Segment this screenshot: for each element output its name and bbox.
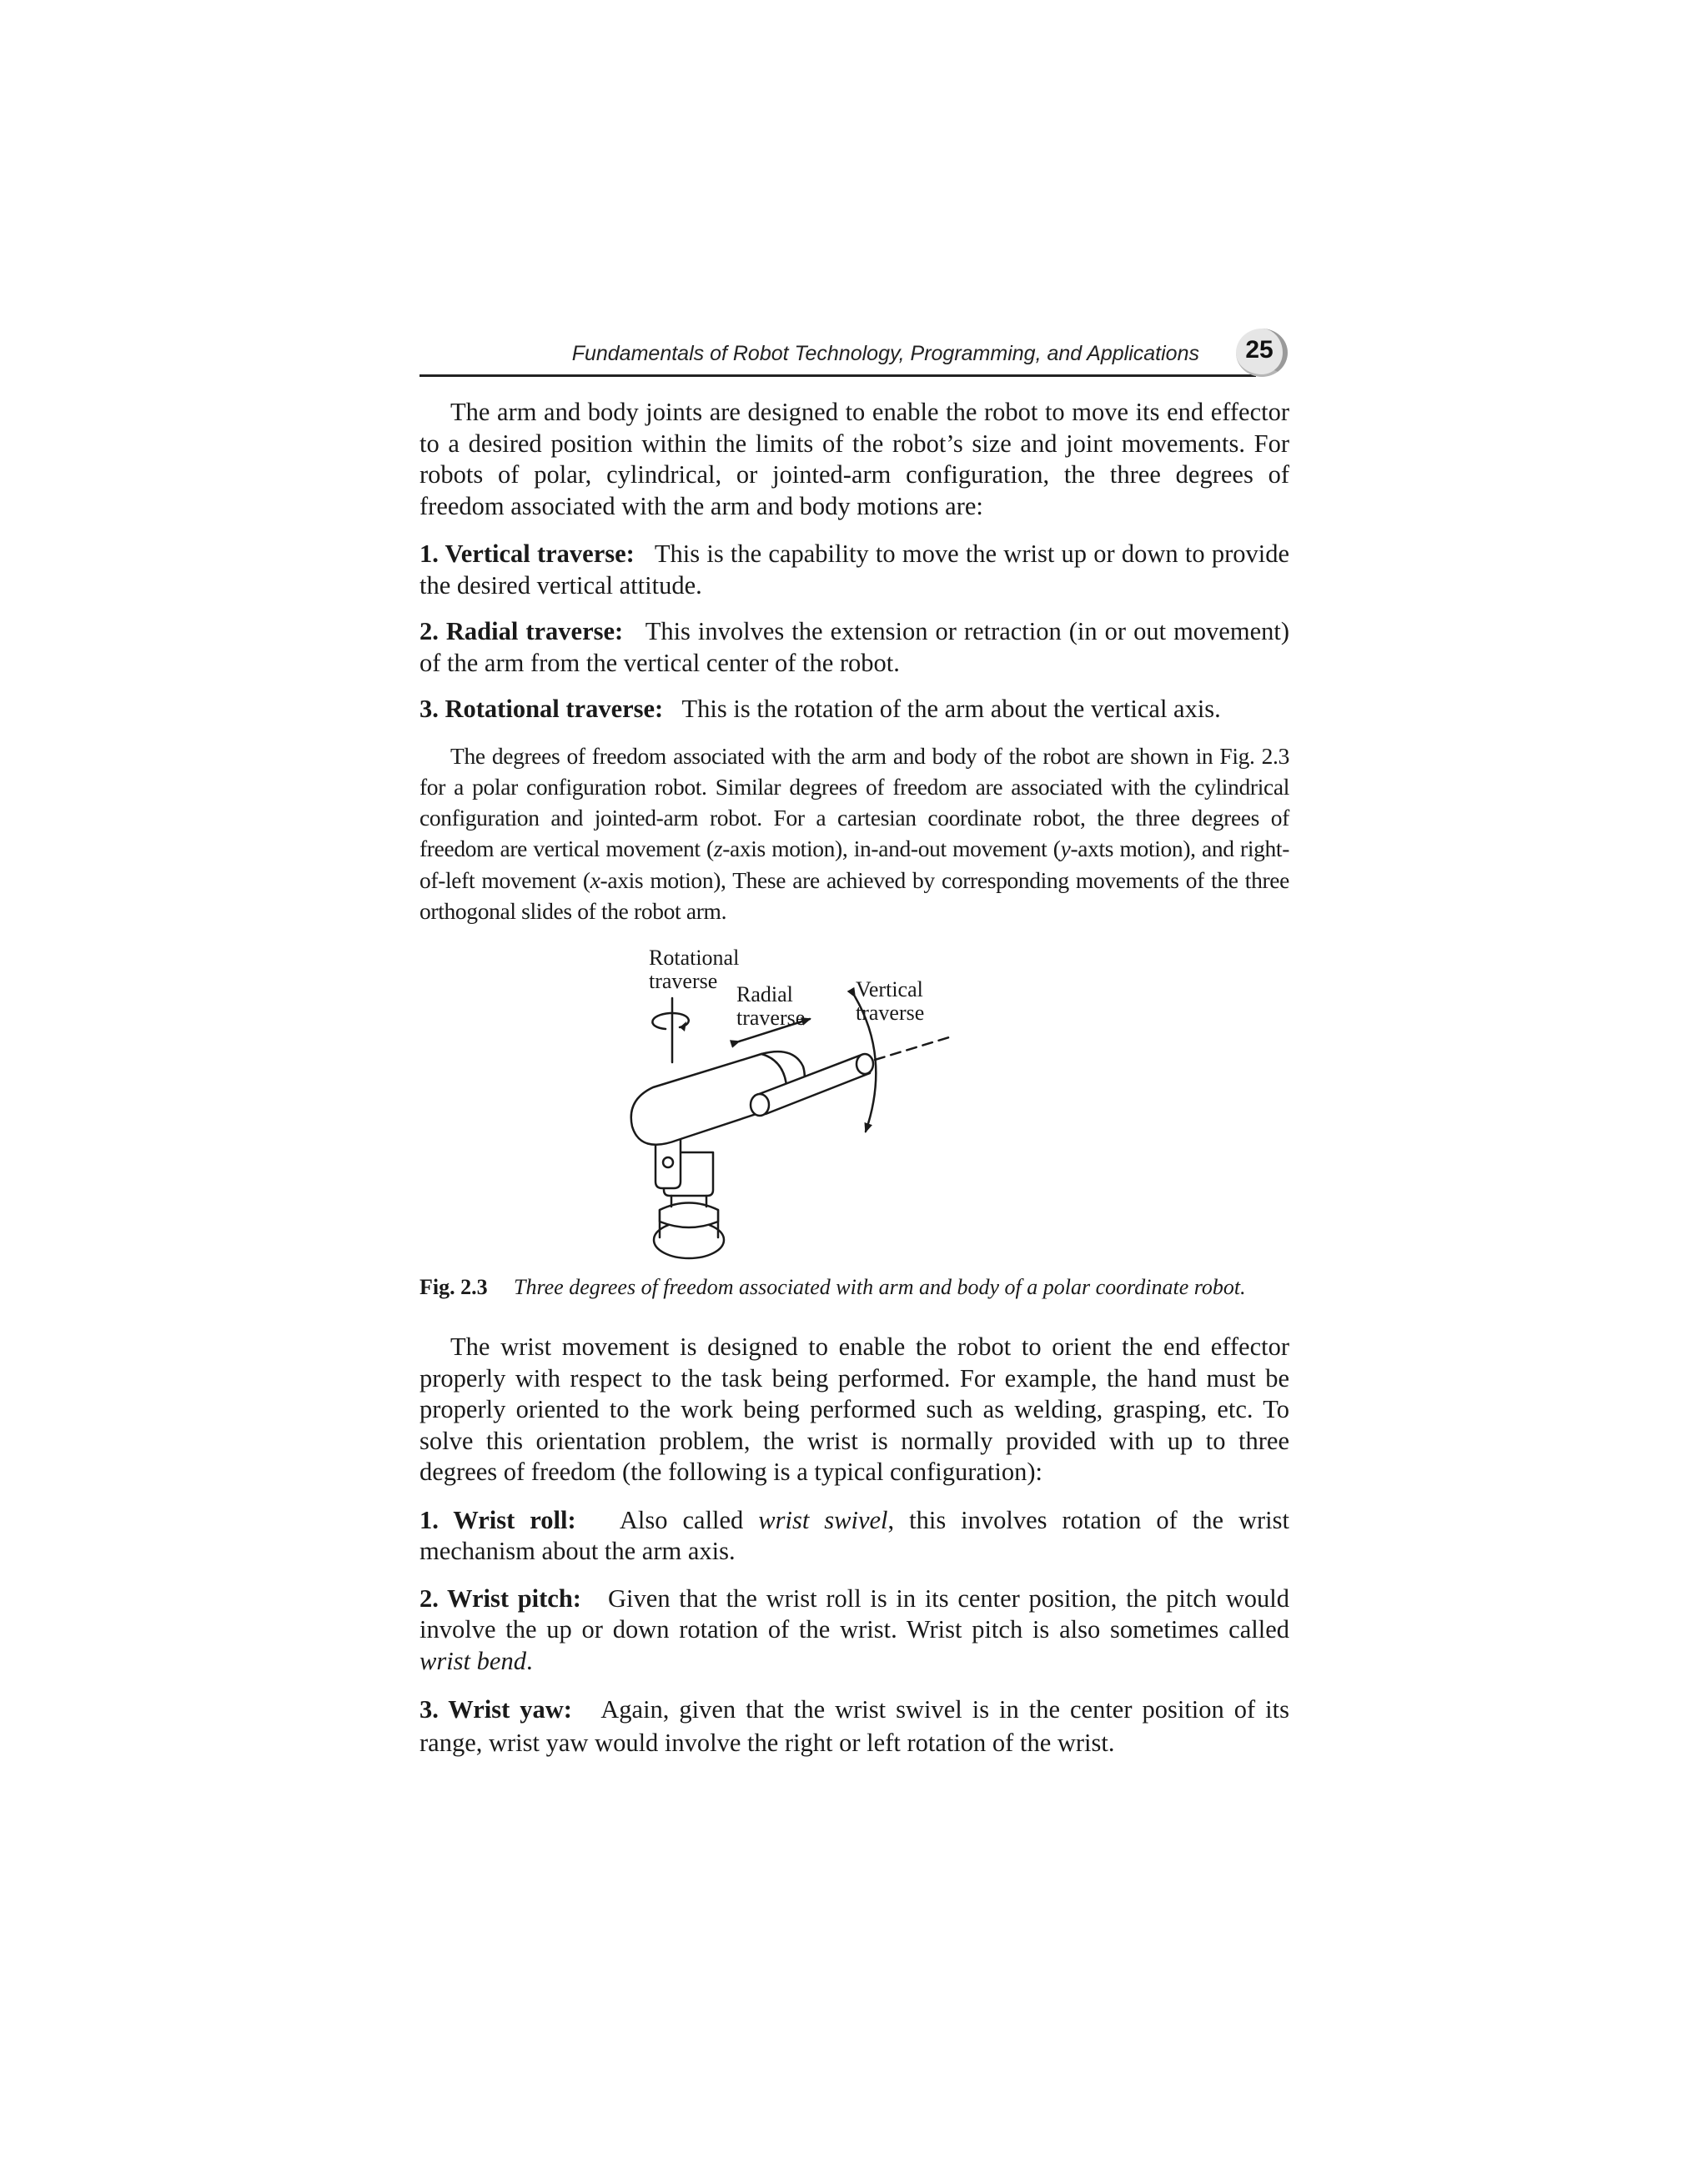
- item-text: This is the rotation of the arm about the vertical axis.: [681, 695, 1221, 723]
- item-text: This is the capability to move the wrist up or down to provide the desired vertical attitude.: [419, 539, 1289, 600]
- running-header: [419, 329, 1289, 379]
- label-rotational-traverse: traverse: [649, 969, 718, 994]
- text-run: Also called: [619, 1505, 759, 1534]
- axis-var: y: [1060, 836, 1071, 862]
- arm-intro-paragraph: The arm and body joints are designed to enable the robot to move its end effector to a desired position within the limits of the robot’s size and joint movements. For robots of polar, cylindrical, or jointed-arm configuration, the three degrees of freedom associated with the arm and body motions are:: [419, 398, 1289, 520]
- text-run: , this involves rotation of the wrist mechanism about the arm axis.: [419, 1505, 1289, 1566]
- italic-term: wrist bend: [419, 1646, 526, 1675]
- item-term: 3. Wrist yaw:: [419, 1695, 572, 1724]
- text-run: .: [525, 1646, 533, 1675]
- item-term: 1. Vertical traverse:: [419, 539, 635, 568]
- arm-axis-line: [875, 1037, 949, 1060]
- header-rule: [419, 374, 1256, 377]
- figure-caption: [419, 1272, 1289, 1302]
- rotational-traverse-item: [419, 694, 1289, 725]
- page-number-badge: [1236, 329, 1288, 377]
- running-head-title: Fundamentals of Robot Technology, Programming, and Applications: [571, 342, 1199, 365]
- figure-caption-text: Three degrees of freedom associated with arm and body of a polar coordinate robot.: [514, 1275, 1246, 1300]
- label-radial-traverse: traverse: [736, 1006, 806, 1031]
- axis-var: x: [590, 866, 600, 893]
- label-rotational: Rotational: [649, 946, 740, 971]
- text-run: Given that the wrist roll is in its center position, the pitch would involve the up or down rotation of the wrist. Wrist pitch is also sometimes called: [419, 1583, 1290, 1644]
- figure-2-3: [419, 941, 1289, 1262]
- text-run: -axis motion), These are achieved by corresponding movements of the three orthogonal slides of the robot arm.: [419, 866, 1289, 924]
- axis-var: z: [713, 836, 723, 862]
- italic-term: wrist swivel: [758, 1505, 888, 1534]
- text-run: -axis motion), in-and-out movement (: [722, 836, 1061, 862]
- figure-caption-label: Fig. 2.3: [419, 1275, 488, 1300]
- arm-end: [857, 1054, 873, 1074]
- page-number: 25: [1245, 336, 1273, 364]
- item-term: 1. Wrist roll:: [419, 1505, 576, 1534]
- label-vertical: Vertical: [856, 977, 923, 1002]
- radial-traverse-item: [419, 616, 1289, 679]
- polar-robot-diagram: [628, 941, 1095, 1262]
- arm-collar: [751, 1094, 769, 1116]
- wrist-intro-paragraph: The wrist movement is designed to enable the robot to orient the end effector properly with respect to the task being performed. For example, the hand must be properly oriented to the work being performed such as welding, grasping, etc. To solve this orientation problem, the wrist is normally provided with up to three degrees of freedom (the following is a typical configuration):: [419, 1332, 1289, 1487]
- wrist-pitch-item: [419, 1583, 1289, 1678]
- label-radial: Radial: [736, 982, 793, 1007]
- page-body: [419, 397, 1289, 1759]
- dof-paragraph: [419, 740, 1289, 927]
- wrist-yaw-item: [419, 1693, 1289, 1759]
- pivot-pin: [663, 1157, 673, 1167]
- wrist-roll-item: [419, 1505, 1289, 1568]
- vertical-traverse-item: [419, 539, 1289, 601]
- label-vertical-traverse: traverse: [856, 1001, 925, 1026]
- text-run: Again, given that the wrist swivel is in the center position of its range, wrist yaw would involve the right or left rotation of the wrist.: [419, 1695, 1289, 1758]
- text-run: -axts motion), and right-of-left movement (: [419, 836, 1290, 893]
- item-term: 3. Rotational traverse:: [419, 695, 664, 723]
- text-run: The degrees of freedom associated with the arm and body of the robot are shown in Fig. 2.3 for a polar configuration robot. Similar degrees of freedom are associated with the cylindrical configuration and jointed-arm robot. For a cartesian coordinate robot, the three degrees of freedom are vertical movement (: [419, 742, 1289, 862]
- item-text: This involves the extension or retraction (in or out movement) of the arm from the vertical center of the robot.: [419, 617, 1289, 677]
- item-term: 2. Wrist pitch:: [419, 1583, 581, 1613]
- item-term: 2. Radial traverse:: [419, 617, 624, 645]
